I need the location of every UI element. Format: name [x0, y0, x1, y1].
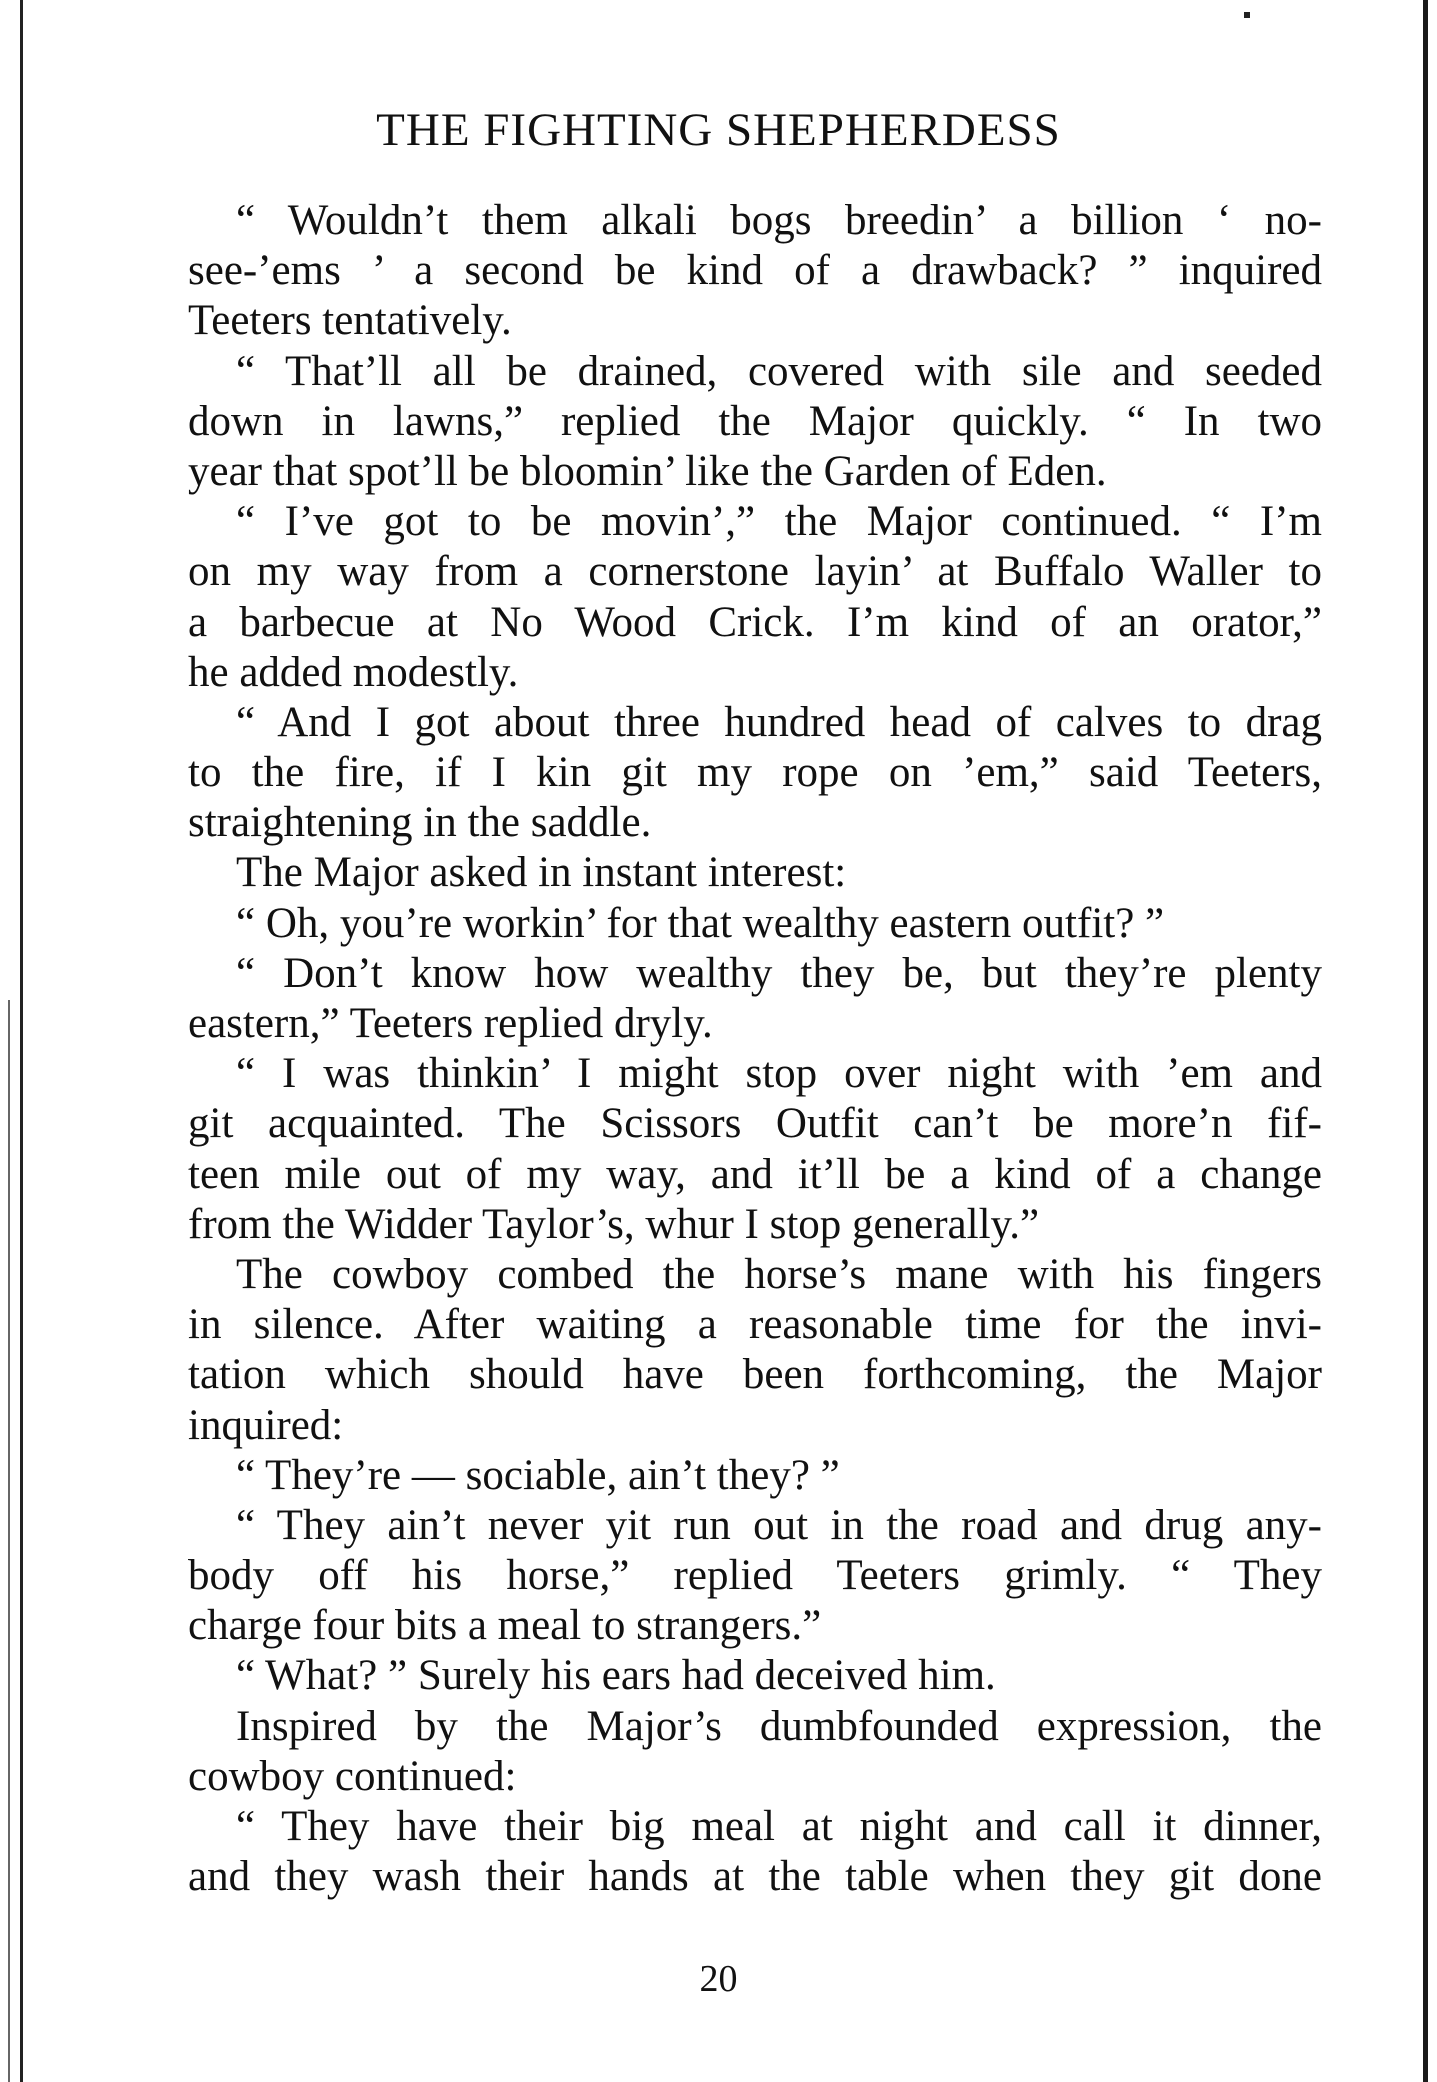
page-edge-left [20, 0, 23, 2082]
text-line: and they wash their hands at the table when they git done [188, 1853, 1322, 1901]
page-edge-right [1423, 0, 1428, 2082]
text-line: he added modestly. [188, 648, 519, 696]
text-line: “ Wouldn’t them alkali bogs breedin’ a billion ‘ no- [236, 197, 1322, 244]
text-line: body off his horse,” replied Teeters grimly. “ They [188, 1552, 1322, 1600]
text-line: “ That’ll all be drained, covered with sile and seeded [236, 347, 1322, 395]
text-line: from the Widder Taylor’s, whur I stop generally.” [188, 1200, 1040, 1248]
scan-mark [1244, 12, 1250, 18]
text-line: on my way from a cornerstone layin’ at Buffalo Waller to [188, 548, 1322, 596]
text-line: see-’ems ’ a second be kind of a drawback? ” inquired [188, 247, 1322, 295]
text-line: Inspired by the Major’s dumbfounded expression, the [236, 1702, 1322, 1750]
text-line: The cowboy combed the horse’s mane with his fingers [236, 1250, 1322, 1298]
text-line: git acquainted. The Scissors Outfit can’t be more’n fif- [188, 1100, 1322, 1148]
text-line: teen mile out of my way, and it’ll be a kind of a change [188, 1150, 1322, 1198]
text-line: in silence. After waiting a reasonable time for the invi- [188, 1301, 1322, 1349]
text-line: eastern,” Teeters replied dryly. [188, 1000, 713, 1047]
text-line: tation which should have been forthcoming, the Major [188, 1351, 1322, 1399]
page-edge-left-shadow [8, 1000, 10, 2082]
text-line: straightening in the saddle. [188, 799, 652, 847]
running-head: THE FIGHTING SHEPHERDESS [376, 104, 1061, 156]
text-line: “ I was thinkin’ I might stop over night with ’em and [236, 1050, 1322, 1098]
text-line: The Major asked in instant interest: [236, 849, 847, 897]
text-line: “ And I got about three hundred head of calves to drag [236, 698, 1322, 746]
text-line: year that spot’ll be bloomin’ like the Garden of Eden. [188, 447, 1107, 495]
text-line: to the fire, if I kin git my rope on ’em,” said Teeters, [188, 749, 1322, 797]
text-line: “ Oh, you’re workin’ for that wealthy eastern outfit? ” [236, 899, 1165, 947]
text-line: “ They ain’t never yit run out in the road and drug any- [236, 1501, 1322, 1549]
text-line: “ I’ve got to be movin’,” the Major continued. “ I’m [236, 498, 1322, 546]
text-line: “ They’re — sociable, ain’t they? ” [236, 1451, 840, 1499]
text-line: Teeters tentatively. [188, 297, 512, 345]
text-line: “ Don’t know how wealthy they be, but they’re plenty [236, 949, 1322, 997]
text-line: “ What? ” Surely his ears had deceived him. [236, 1652, 996, 1700]
text-line: inquired: [188, 1401, 344, 1449]
text-line: a barbecue at No Wood Crick. I’m kind of an orator,” [188, 598, 1322, 646]
text-line: charge four bits a meal to strangers.” [188, 1602, 822, 1650]
text-line: cowboy continued: [188, 1752, 517, 1800]
text-line: down in lawns,” replied the Major quickly. “ In two [188, 397, 1322, 445]
text-line: “ They have their big meal at night and call it dinner, [236, 1803, 1322, 1850]
body-text [188, 196, 1322, 1902]
page-number: 20 [699, 1958, 738, 2000]
